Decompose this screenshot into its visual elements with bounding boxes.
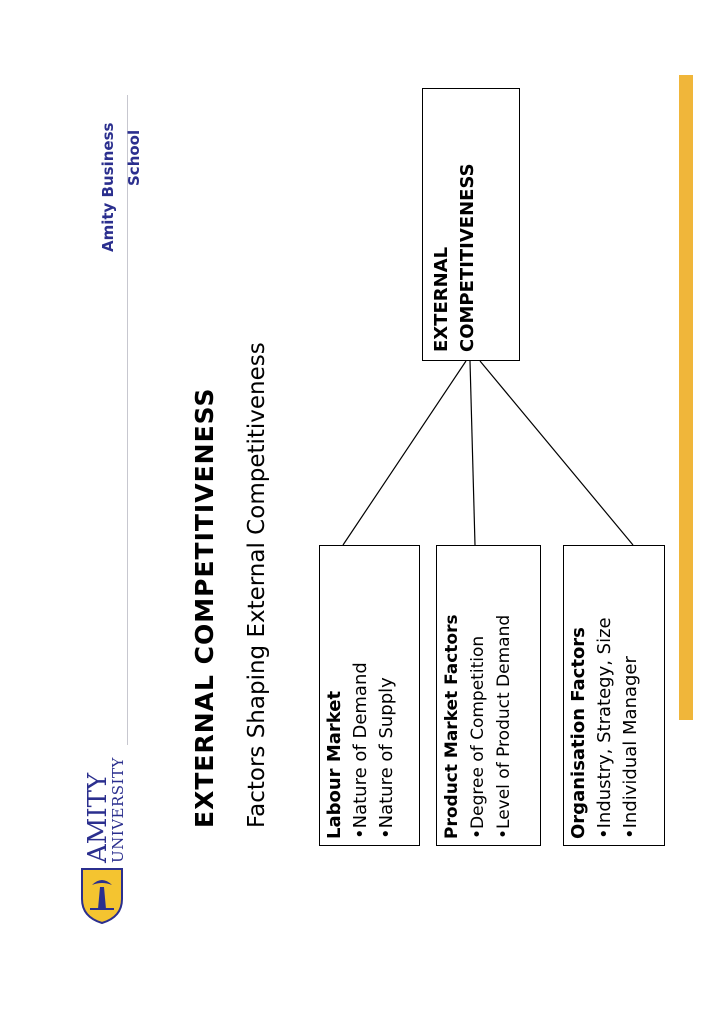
root-line-2: COMPETITIVENESS (457, 163, 478, 352)
brand-line-1: Amity Business (99, 122, 117, 252)
root-node (422, 88, 520, 361)
connector-labour (343, 361, 466, 545)
root-line-1: EXTERNAL (431, 246, 452, 352)
factor-bullet: •Individual Manager (620, 656, 641, 839)
factor-heading: Labour Market (324, 690, 345, 839)
logo-wordmark: AMITY (83, 772, 113, 863)
factor-bullet: •Degree of Competition (468, 635, 488, 839)
slide-title: EXTERNAL COMPETITIVENESS (190, 387, 219, 828)
factor-bullet: •Level of Product Demand (494, 614, 514, 839)
connector-organisation (480, 361, 633, 545)
factor-box-product (436, 545, 541, 846)
factor-box-organisation (563, 545, 665, 846)
factor-box-labour (319, 545, 420, 846)
factor-bullet: •Nature of Demand (350, 662, 371, 839)
factor-heading: Organisation Factors (568, 627, 589, 839)
connector-product (470, 361, 475, 545)
slide-subtitle: Factors Shaping External Competitiveness (244, 342, 270, 828)
factor-heading: Product Market Factors (442, 614, 462, 839)
brand-line-2: School (125, 129, 143, 186)
factor-bullet: •Nature of Supply (376, 677, 397, 839)
logo-university: UNIVERSITY (109, 757, 127, 863)
factor-bullet: •Industry, Strategy, Size (594, 617, 615, 839)
